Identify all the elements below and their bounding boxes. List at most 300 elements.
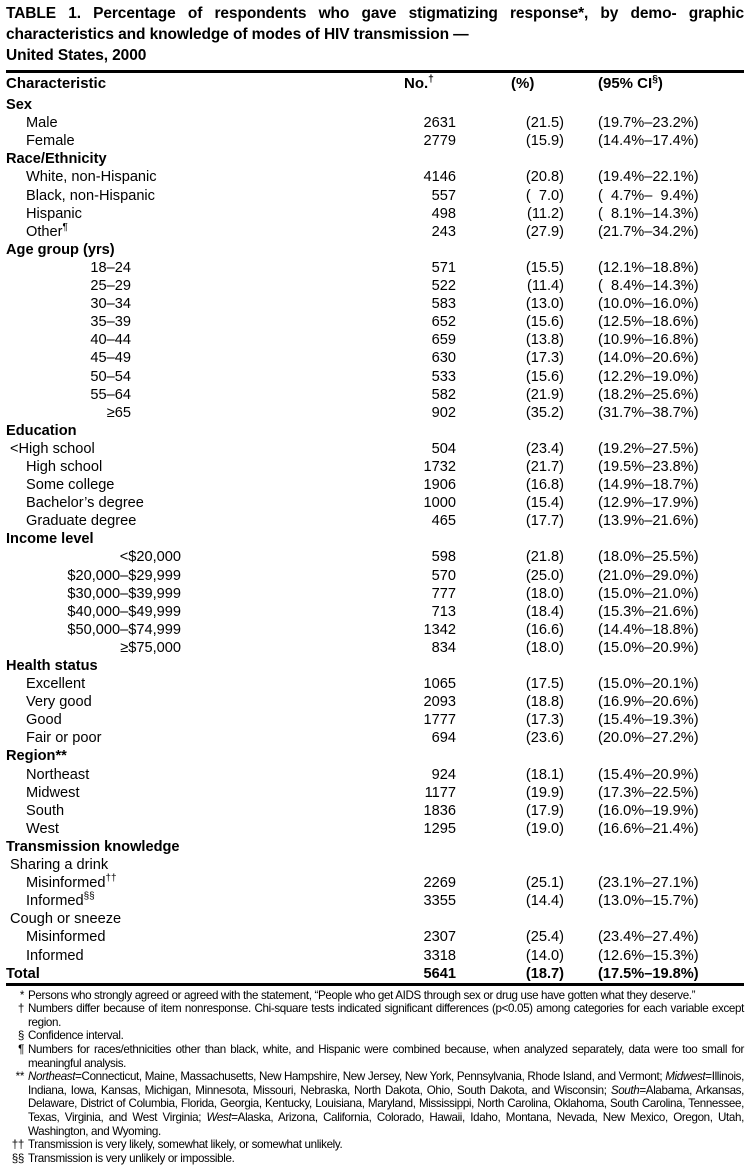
cell-confidence-interval: (15.3%–21.6%) [598, 603, 699, 620]
cell-confidence-interval: (15.0%–21.0%) [598, 585, 699, 602]
cell-confidence-interval: (14.4%–18.8%) [598, 621, 699, 638]
row-label [6, 295, 344, 313]
header-ci-close: ) [657, 75, 663, 92]
row-label-text: Misinformed [26, 929, 106, 946]
row-label [6, 168, 344, 186]
table-group-row [6, 747, 744, 765]
cell-confidence-interval: (19.7%–23.2%) [598, 115, 699, 132]
header-number-label: No. [404, 75, 429, 92]
cell-percent: (13.0) [525, 296, 564, 313]
cell-number: 2093 [423, 694, 456, 711]
table-row [6, 874, 744, 892]
table-group-row [6, 241, 744, 259]
footnotes [6, 989, 744, 1165]
footnote-text: Confidence interval. [28, 1029, 124, 1043]
cell-percent: (35.2) [525, 404, 564, 421]
cell-percent: (18.7) [525, 965, 564, 982]
table-row [6, 132, 744, 150]
row-label-text: Good [26, 712, 62, 729]
table-row [6, 187, 744, 205]
cell-percent: (16.6) [525, 621, 564, 638]
cell-number: 1906 [423, 477, 456, 494]
cell-confidence-interval: (10.9%–16.8%) [598, 332, 699, 349]
cell-number: 1342 [423, 621, 456, 638]
cell-number: 1836 [423, 802, 456, 819]
table-row [6, 675, 744, 693]
cell-confidence-interval: (12.2%–19.0%) [598, 368, 699, 385]
empty-cell [344, 657, 744, 675]
table-row [6, 693, 744, 711]
cell-number: 777 [431, 585, 456, 602]
page-title [6, 3, 744, 66]
table-row [6, 223, 744, 241]
empty-cell [344, 96, 744, 114]
footnote-text: Numbers for races/ethnicities other than black, white, and Hispanic were combined because, when analyzed separately, data were too small for meaningful analysis. [28, 1043, 744, 1070]
table-group-row [6, 150, 744, 168]
row-label [6, 132, 344, 150]
row-label [6, 440, 344, 458]
row-label-text: <$20,000 [119, 549, 181, 566]
row-label-text: Informed [26, 893, 84, 910]
cell-number: 652 [431, 314, 456, 331]
row-label-text: Cough or sneeze [10, 911, 122, 928]
table-row [6, 368, 744, 386]
cell-percent: (21.7) [525, 458, 564, 475]
cell-confidence-interval: (10.0%–16.0%) [598, 296, 699, 313]
cell-confidence-interval: (14.0%–20.6%) [598, 350, 699, 367]
empty-cell [344, 747, 744, 765]
row-label-text: Informed [26, 947, 84, 964]
table-row [6, 205, 744, 223]
row-label [6, 603, 344, 621]
row-label-text: Income level [6, 531, 94, 548]
cell-confidence-interval: ( 8.1%–14.3%) [598, 205, 699, 222]
cell-number: 522 [431, 278, 456, 295]
row-label-text: $20,000–$29,999 [67, 567, 181, 584]
cell-number: 2269 [423, 875, 456, 892]
cell-number: 533 [431, 368, 456, 385]
row-label [6, 892, 344, 910]
cell-confidence-interval: (18.0%–25.5%) [598, 549, 699, 566]
row-label [6, 476, 344, 494]
row-label [6, 187, 344, 205]
cell-confidence-interval: (18.2%–25.6%) [598, 386, 699, 403]
footnote-marker: ** [15, 1070, 24, 1084]
cell-percent: (17.5) [525, 676, 564, 693]
row-label-text: Excellent [26, 676, 86, 693]
cell-confidence-interval: (21.0%–29.0%) [598, 567, 699, 584]
cell-confidence-interval: (23.4%–27.4%) [598, 929, 699, 946]
cell-confidence-interval: (31.7%–38.7%) [598, 404, 699, 421]
group-label [6, 838, 344, 856]
table-total-row [6, 965, 744, 983]
cell-percent: (19.0) [525, 820, 564, 837]
cell-confidence-interval: (15.4%–19.3%) [598, 712, 699, 729]
table-row [6, 802, 744, 820]
cell-confidence-interval: ( 4.7%– 9.4%) [598, 187, 699, 204]
title-line-3: United States, 2000 [6, 47, 147, 64]
cell-percent: (21.9) [525, 386, 564, 403]
footnote-text: Northeast=Connecticut, Maine, Massachusetts, New Hampshire, New Jersey, New York, Pennsylvania, Rhode Island, and Vermont; Midwest=Illinois, Indiana, Iowa, Kansas, Michigan, Minnesota, Missouri, Nebraska, North Dakota, Ohio, South Dakota, and Wisconsin; South=Alabama, Arkansas, Delaware, District of Columbia, Florida, Georgia, Kentucky, Louisiana, Maryland, Mississippi, North Carolina, Oklahoma, South Carolina, Tennessee, Texas, Virginia, and West Virginia; West=Alaska, Arizona, California, Colorado, Hawaii, Idaho, Montana, Nevada, New Mexico, Oregon, Utah, Washington, and Wyoming. [28, 1070, 744, 1138]
row-label-text: 35–39 [90, 314, 131, 331]
cell-number: 570 [431, 567, 456, 584]
cell-confidence-interval: (14.4%–17.4%) [598, 133, 699, 150]
cell-percent: (14.0) [525, 947, 564, 964]
row-label [6, 512, 344, 530]
row-label [6, 223, 344, 241]
cell-number: 2307 [423, 929, 456, 946]
empty-cell [344, 241, 744, 259]
footnote [6, 1002, 744, 1029]
row-label [6, 766, 344, 784]
cell-percent: (15.4) [525, 495, 564, 512]
cell-confidence-interval: (15.0%–20.1%) [598, 676, 699, 693]
row-label-text: Sex [6, 97, 32, 114]
row-label-text: 45–49 [90, 350, 131, 367]
row-label-text: ≥65 [106, 404, 131, 421]
table-group-row [6, 657, 744, 675]
table-row [6, 114, 744, 132]
cell-percent: (15.5) [525, 259, 564, 276]
cell-percent: (21.8) [525, 549, 564, 566]
cell-confidence-interval: (19.5%–23.8%) [598, 458, 699, 475]
header-ci-label: (95% CI [598, 75, 653, 92]
row-label-text: ≥$75,000 [120, 639, 181, 656]
footnote-marker: †† [11, 1138, 24, 1152]
table-row [6, 404, 744, 422]
empty-cell [344, 910, 744, 928]
cell-confidence-interval: (15.4%–20.9%) [598, 766, 699, 783]
row-label-text: Graduate degree [26, 513, 137, 530]
row-label-text: Sharing a drink [10, 857, 109, 874]
cell-percent: (13.8) [525, 332, 564, 349]
footnote-text: Numbers differ because of item nonresponse. Chi-square tests indicated significant differences (p<0.05) among categories for each variable except region. [28, 1002, 744, 1029]
row-label-text: High school [26, 458, 103, 475]
empty-cell [344, 838, 744, 856]
row-label [6, 386, 344, 404]
total-label [6, 965, 344, 983]
row-label-text: 18–24 [90, 259, 131, 276]
row-label [6, 711, 344, 729]
header-row [6, 73, 744, 96]
row-label-text: Region** [6, 748, 67, 765]
cell-confidence-interval: (21.7%–34.2%) [598, 223, 699, 240]
row-label [6, 331, 344, 349]
cell-confidence-interval: (12.6%–15.3%) [598, 947, 699, 964]
row-label [6, 277, 344, 295]
table-row [6, 947, 744, 965]
cell-number: 598 [431, 549, 456, 566]
cell-percent: (14.4) [525, 893, 564, 910]
row-label [6, 675, 344, 693]
group-label [6, 241, 344, 259]
empty-cell [344, 150, 744, 168]
row-label-text: <High school [10, 440, 95, 457]
cell-confidence-interval: (17.3%–22.5%) [598, 784, 699, 801]
cell-percent: (25.0) [525, 567, 564, 584]
row-label-text: Misinformed [26, 875, 106, 892]
group-label [6, 96, 344, 114]
row-label-text: Transmission knowledge [6, 838, 180, 855]
table-row [6, 639, 744, 657]
cell-percent: (18.1) [525, 766, 564, 783]
table-row [6, 313, 744, 331]
table-row [6, 766, 744, 784]
row-label [6, 368, 344, 386]
table-row [6, 458, 744, 476]
footnote-marker: §§ [11, 1151, 24, 1165]
table-row [6, 548, 744, 566]
row-footnote-marker: §§ [83, 891, 95, 903]
empty-cell [344, 856, 744, 874]
cell-number: 924 [431, 766, 456, 783]
row-label-text: Black, non-Hispanic [26, 187, 155, 204]
row-label-text: South [26, 802, 65, 819]
row-label [6, 259, 344, 277]
cell-number: 465 [431, 513, 456, 530]
row-label-text: Health status [6, 658, 98, 674]
group-label [6, 422, 344, 440]
cell-confidence-interval: ( 8.4%–14.3%) [598, 278, 699, 295]
row-label-text: Midwest [26, 784, 80, 801]
row-label-text: 30–34 [90, 296, 131, 313]
footnote [6, 1138, 744, 1152]
row-label-text: Male [26, 115, 58, 132]
table-subgroup-row [6, 856, 744, 874]
table-row [6, 621, 744, 639]
header-percent: (%) [511, 75, 535, 92]
row-label [6, 947, 344, 965]
cell-number: 694 [431, 730, 456, 747]
header-number-footnote-marker: † [428, 74, 434, 85]
table-row [6, 820, 744, 838]
table-row [6, 386, 744, 404]
cell-number: 1732 [423, 458, 456, 475]
cell-number: 5641 [423, 965, 456, 982]
table-subgroup-row [6, 910, 744, 928]
row-label-text: Some college [26, 477, 115, 494]
row-label-text: Education [6, 422, 77, 439]
table-row [6, 603, 744, 621]
empty-cell [344, 530, 744, 548]
cell-confidence-interval: (12.1%–18.8%) [598, 259, 699, 276]
row-label-text: Hispanic [26, 205, 82, 222]
cell-percent: (23.4) [525, 440, 564, 457]
footnote [6, 1070, 744, 1138]
footnote-marker: * [19, 988, 24, 1002]
group-label [6, 150, 344, 168]
table-row [6, 567, 744, 585]
footnote-text: Transmission is very unlikely or impossible. [28, 1151, 235, 1165]
cell-percent: (18.0) [525, 585, 564, 602]
cell-number: 2779 [423, 133, 456, 150]
cell-percent: (18.0) [525, 639, 564, 656]
cell-number: 834 [431, 639, 456, 656]
table-group-row [6, 422, 744, 440]
table-row [6, 585, 744, 603]
row-label-text: Northeast [26, 766, 90, 783]
row-label [6, 313, 344, 331]
cell-number: 583 [431, 296, 456, 313]
cell-percent: (25.1) [525, 875, 564, 892]
row-label-text: Bachelor’s degree [26, 495, 144, 512]
table-group-row [6, 838, 744, 856]
cell-number: 582 [431, 386, 456, 403]
stigma-response-table [6, 73, 744, 983]
cell-percent: (18.8) [525, 694, 564, 711]
cell-confidence-interval: (16.6%–21.4%) [598, 820, 699, 837]
cell-confidence-interval: (15.0%–20.9%) [598, 639, 699, 656]
row-label [6, 567, 344, 585]
cell-confidence-interval: (13.9%–21.6%) [598, 513, 699, 530]
row-label [6, 585, 344, 603]
group-label [6, 657, 344, 675]
row-label [6, 802, 344, 820]
row-label [6, 928, 344, 946]
title-line-2: graphic characteristics and knowledge of modes of HIV transmission — [6, 5, 744, 43]
footnote [6, 989, 744, 1003]
table-row [6, 331, 744, 349]
cell-number: 571 [431, 259, 456, 276]
footnote [6, 1029, 744, 1043]
row-label [6, 621, 344, 639]
cell-number: 1000 [423, 495, 456, 512]
cell-percent: (23.6) [525, 730, 564, 747]
cell-number: 1777 [423, 712, 456, 729]
table-header [6, 73, 744, 96]
cell-confidence-interval: (17.5%–19.8%) [598, 965, 699, 982]
row-label [6, 349, 344, 367]
cell-confidence-interval: (19.4%–22.1%) [598, 169, 699, 186]
table-group-row [6, 96, 744, 114]
row-label-text: Fair or poor [26, 730, 102, 747]
table-body [6, 96, 744, 983]
cell-percent: (11.2) [526, 205, 564, 222]
table-row [6, 711, 744, 729]
row-label [6, 458, 344, 476]
row-label [6, 784, 344, 802]
cell-confidence-interval: (14.9%–18.7%) [598, 477, 699, 494]
header-confidence-interval [586, 73, 744, 96]
cell-confidence-interval: (16.9%–20.6%) [598, 694, 699, 711]
row-label [6, 494, 344, 512]
row-label-text: 55–64 [90, 386, 131, 403]
empty-cell [344, 422, 744, 440]
cell-confidence-interval: (13.0%–15.7%) [598, 893, 699, 910]
group-label [6, 747, 344, 765]
cell-percent: (25.4) [525, 929, 564, 946]
footnote-marker: ¶ [18, 1043, 24, 1057]
table-row [6, 928, 744, 946]
row-label-text: 25–29 [90, 278, 131, 295]
row-label-text: Female [26, 133, 75, 150]
subgroup-label [6, 856, 344, 874]
cell-confidence-interval: (12.9%–17.9%) [598, 495, 699, 512]
table-row [6, 295, 744, 313]
cell-percent: (17.3) [525, 350, 564, 367]
cell-percent: (15.6) [525, 314, 564, 331]
table-group-row [6, 530, 744, 548]
footnote-text: Persons who strongly agreed or agreed with the statement, “People who get AIDS through sex or drug use have gotten what they deserve.” [28, 988, 696, 1002]
cell-number: 659 [431, 332, 456, 349]
row-label-text: Total [6, 965, 40, 982]
footnote [6, 1152, 744, 1165]
row-label-text: West [26, 820, 59, 837]
row-label [6, 729, 344, 747]
row-footnote-marker: †† [105, 873, 117, 885]
cell-number: 2631 [423, 115, 456, 132]
cell-percent: (19.9) [525, 784, 564, 801]
cell-percent: ( 7.0) [525, 187, 564, 204]
cell-number: 3355 [423, 893, 456, 910]
row-label [6, 639, 344, 657]
row-label [6, 693, 344, 711]
table-row [6, 892, 744, 910]
cell-percent: (17.7) [525, 513, 564, 530]
cell-number: 504 [431, 440, 456, 457]
cell-number: 3318 [423, 947, 456, 964]
group-label [6, 530, 344, 548]
cell-number: 713 [431, 603, 456, 620]
cell-confidence-interval: (19.2%–27.5%) [598, 440, 699, 457]
table-row [6, 784, 744, 802]
subgroup-label [6, 910, 344, 928]
cell-number: 4146 [423, 169, 456, 186]
table-row [6, 349, 744, 367]
row-label [6, 874, 344, 892]
cell-number: 902 [431, 404, 456, 421]
table-row [6, 729, 744, 747]
cell-confidence-interval: (12.5%–18.6%) [598, 314, 699, 331]
row-label-text: Age group (yrs) [6, 241, 115, 258]
cell-number: 1177 [424, 784, 456, 801]
cell-percent: (20.8) [525, 169, 564, 186]
row-label [6, 205, 344, 223]
table-row [6, 259, 744, 277]
table-row [6, 440, 744, 458]
header-ci-footnote-marker: § [652, 74, 658, 85]
row-label-text: 40–44 [90, 332, 131, 349]
cell-number: 630 [431, 350, 456, 367]
cell-percent: (27.9) [525, 223, 564, 240]
footnote-text: Transmission is very likely, somewhat likely, or somewhat unlikely. [28, 1138, 343, 1152]
cell-percent: (15.6) [525, 368, 564, 385]
cell-confidence-interval: (20.0%–27.2%) [598, 730, 699, 747]
table-bottom-rule [6, 983, 744, 986]
cell-percent: (21.5) [525, 115, 564, 132]
row-label [6, 820, 344, 838]
cell-number: 243 [431, 223, 456, 240]
cell-percent: (16.8) [525, 477, 564, 494]
cell-number: 1065 [423, 676, 456, 693]
row-label-text: White, non-Hispanic [26, 169, 157, 186]
cell-confidence-interval: (23.1%–27.1%) [598, 875, 699, 892]
table-row [6, 277, 744, 295]
cell-percent: (18.4) [525, 603, 564, 620]
title-line-1: TABLE 1. Percentage of respondents who gave stigmatizing response*, by demo- [6, 5, 677, 22]
row-footnote-marker: ¶ [62, 221, 68, 233]
footnote-marker: § [17, 1029, 24, 1043]
row-label-text: Race/Ethnicity [6, 151, 107, 168]
table-row [6, 512, 744, 530]
cell-confidence-interval: (16.0%–19.9%) [598, 802, 699, 819]
cell-percent: (11.4) [526, 278, 564, 295]
row-label-text: Other [26, 223, 63, 240]
row-label [6, 114, 344, 132]
footnote [6, 1043, 744, 1070]
cell-percent: (15.9) [525, 133, 564, 150]
row-label-text: $40,000–$49,999 [67, 603, 181, 620]
